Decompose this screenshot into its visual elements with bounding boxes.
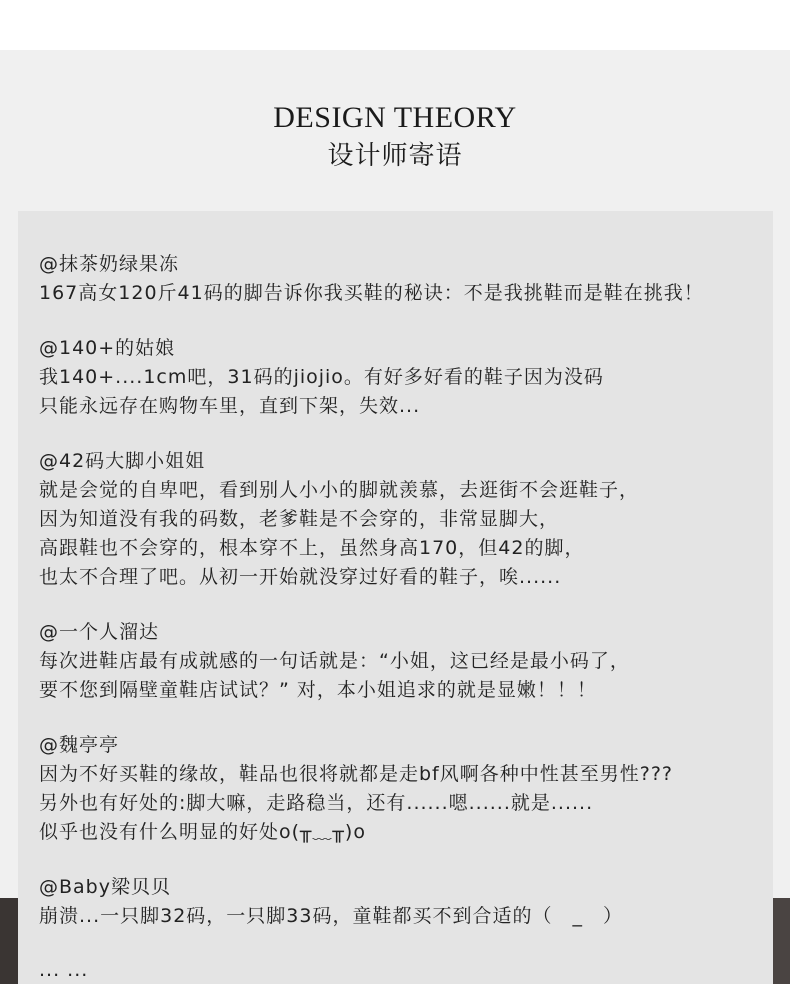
quote-text-line: 似乎也没有什么明显的好处o(╥﹏╥)o [39, 821, 366, 843]
quote-text-line: 因为知道没有我的码数，老爹鞋是不会穿的，非常显脚大， [39, 508, 560, 530]
quote-item [39, 334, 764, 421]
photo-edge-right [773, 898, 790, 984]
section-title-chinese: 设计师寄语 [327, 141, 463, 171]
quotes-list [39, 250, 764, 985]
quote-author: @Baby梁贝贝 [39, 876, 171, 898]
quote-author: @魏亭亭 [39, 734, 120, 756]
quote-author: @一个人溜达 [39, 621, 160, 643]
quote-item [39, 731, 764, 847]
quote-text-line: 就是会觉的自卑吧，看到别人小小的脚就羡慕，去逛街不会逛鞋子， [39, 479, 640, 501]
quote-text-line: 每次进鞋店最有成就感的一句话就是：“小姐，这已经是最小码了， [39, 650, 630, 672]
quotes-panel [18, 211, 773, 984]
quote-author: @140+的姑娘 [39, 337, 176, 359]
photo-edge-left [0, 898, 18, 984]
quote-text-line: 因为不好买鞋的缘故，鞋品也很将就都是走bf风啊各种中性甚至男性??? [39, 763, 674, 785]
quote-text-line: 高跟鞋也不会穿的，根本穿不上，虽然身高170，但42的脚， [39, 537, 585, 559]
quote-text-line: 我140+....1cm吧，31码的jiojio。有好多好看的鞋子因为没码 [39, 366, 604, 388]
quote-author: @抹茶奶绿果冻 [39, 253, 180, 275]
quote-text-line: 要不您到隔壁童鞋店试试？” 对，本小姐追求的就是显嫩！！！ [39, 679, 597, 701]
quote-text-line: 只能永远存在购物车里，直到下架，失效... [39, 395, 421, 417]
top-whitespace [0, 0, 790, 50]
quote-text-line: 167高女120斤41码的脚告诉你我买鞋的秘诀：不是我挑鞋而是鞋在挑我！ [39, 282, 704, 304]
section-title-english: DESIGN THEORY [273, 101, 517, 134]
quote-item [39, 618, 764, 705]
section-header [0, 100, 790, 175]
quote-author: @42码大脚小姐姐 [39, 450, 206, 472]
trailing-ellipsis: ... ... [39, 959, 89, 981]
quote-item [39, 447, 764, 592]
quote-text-line: 也太不合理了吧。从初一开始就没穿过好看的鞋子，唉...... [39, 566, 562, 588]
quote-text-line: 崩溃...一只脚32码，一只脚33码，童鞋都买不到合适的（ _ ） [39, 905, 623, 927]
quote-item [39, 873, 764, 931]
quote-text-line: 另外也有好处的:脚大嘛，走路稳当，还有......嗯......就是...... [39, 792, 594, 814]
quote-item [39, 250, 764, 308]
